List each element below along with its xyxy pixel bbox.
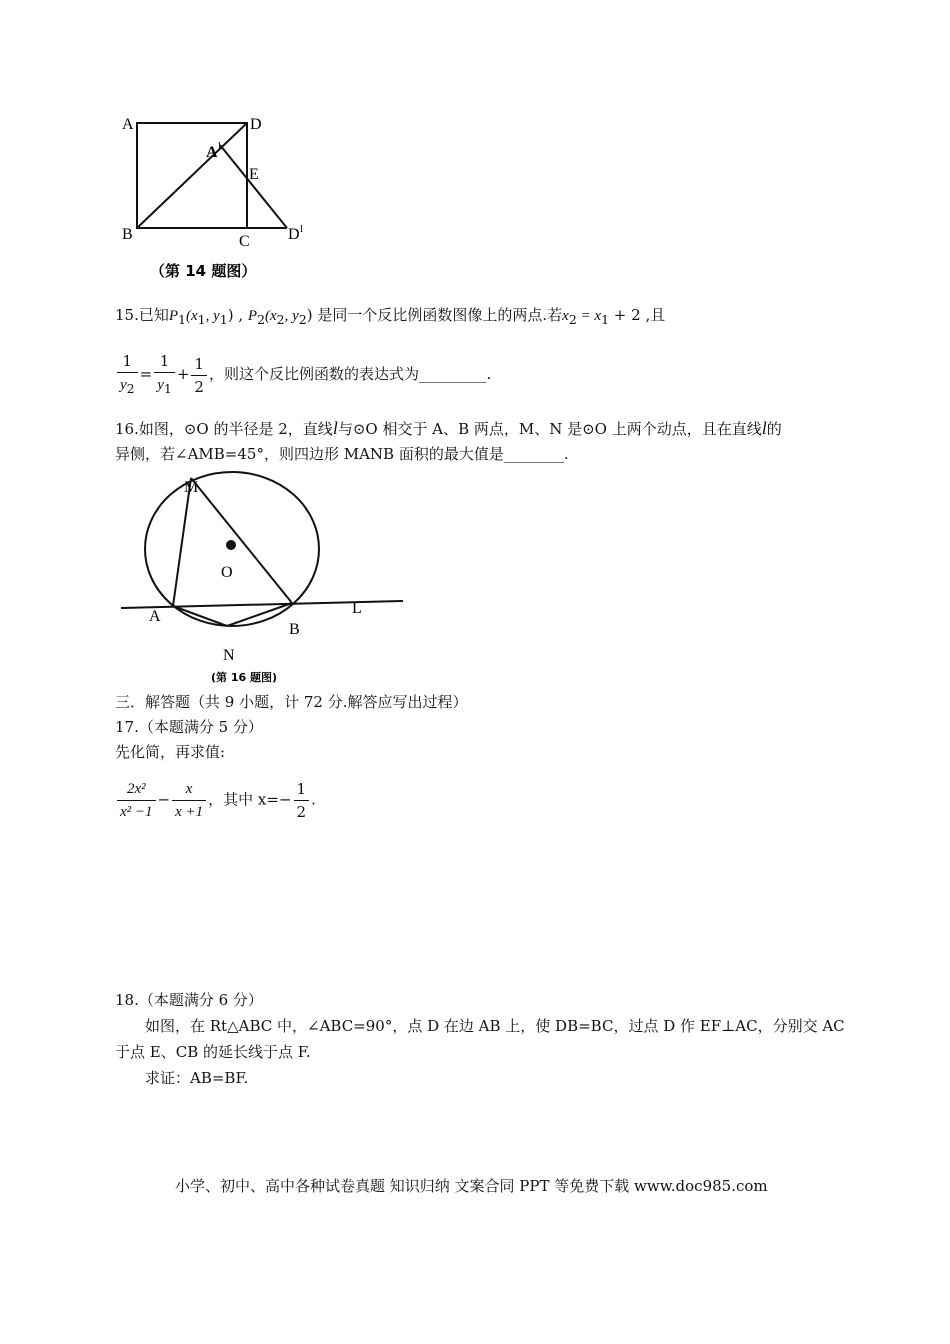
figure-16-caption: (第 16 题图) xyxy=(211,671,278,684)
line-an xyxy=(173,606,227,626)
label-n: N xyxy=(223,647,235,664)
footer-text: 小学、初中、高中各种试卷真题 知识归纳 文案合同 PPT 等免费下载 www.doc985.com xyxy=(175,1177,768,1195)
q18-line2: 于点 E、CB 的延长线于点 F. xyxy=(115,1043,311,1061)
line-a1d1 xyxy=(220,145,287,228)
figure-14 xyxy=(110,105,330,285)
q16-line1: 16.如图，⊙O 的半径是 2，直线l与⊙O 相交于 A、B 两点，M、N 是⊙O 上两个动点，且在直线l的 xyxy=(115,418,782,438)
label-d: D xyxy=(250,116,262,133)
q16-line2: 异侧，若∠AMB=45°，则四边形 MANB 面积的最大值是________. xyxy=(115,445,569,463)
label-a1: A xyxy=(206,144,218,161)
label-c: C xyxy=(239,233,250,250)
label-b: B xyxy=(122,226,133,243)
q17-instruction: 先化简，再求值: xyxy=(115,743,226,761)
q15-frac-3: $\frac{1}{2}$ xyxy=(191,353,207,398)
center-dot xyxy=(226,540,236,550)
line-mb xyxy=(191,478,292,603)
figure-16 xyxy=(115,470,415,688)
q17-frac-2: $\frac{x}{x +1}$ xyxy=(172,778,206,823)
label-a1-sup: l xyxy=(218,140,222,152)
q18-title: 18.（本题满分 6 分） xyxy=(115,991,263,1009)
q15-frac-2: $\frac{1}{y_1}$ xyxy=(154,350,175,400)
q15-frac-1: $\frac{1}{y_2}$ xyxy=(117,350,138,400)
label-a: A xyxy=(149,608,161,625)
q15-line1: 15.已知$P_1(x_1$, $y_1$) , $P_2(x_2$, $y_2$) 是同一个反比例函数图像上的两点.若$x_2 = x_1 + 2$ ,且 xyxy=(115,306,666,327)
line-bd xyxy=(137,123,247,228)
line-ma xyxy=(173,478,191,606)
label-e: E xyxy=(249,166,259,183)
label-o: O xyxy=(221,564,233,581)
q15-line2: $\frac{1}{y_2}$ = $\frac{1}{y_1}$ + $\frac{1}{2}$ ，则这个反比例函数的表达式为_________. xyxy=(115,350,491,400)
section-3-heading: 三．解答题（共 9 小题，计 72 分.解答应写出过程） xyxy=(115,693,468,711)
q17-frac-1: $\frac{\text{2x²}}{\text{x² −1}}$ xyxy=(117,778,156,823)
figure-14-caption: （第 14 题图） xyxy=(150,262,257,280)
label-m: M xyxy=(184,479,199,496)
label-d1-sup: l xyxy=(300,223,304,235)
label-l: L xyxy=(352,600,362,617)
q17-title: 17.（本题满分 5 分） xyxy=(115,718,263,736)
label-a: A xyxy=(122,116,134,133)
q17-expression: $\frac{\text{2x²}}{\text{x² −1}}$ − $\frac{x}{x +1}$ ，其中 x=− $\frac{1}{2}$ . xyxy=(115,778,316,823)
label-d1: D xyxy=(288,226,300,243)
label-b: B xyxy=(289,621,300,638)
q18-line3: 求证：AB=BF. xyxy=(145,1069,249,1087)
q17-frac-value: $\frac{1}{2}$ xyxy=(294,778,310,823)
q18-line1: 如图，在 Rt△ABC 中，∠ABC=90°，点 D 在边 AB 上，使 DB=BC，过点 D 作 EF⊥AC，分别交 AC xyxy=(145,1017,845,1035)
